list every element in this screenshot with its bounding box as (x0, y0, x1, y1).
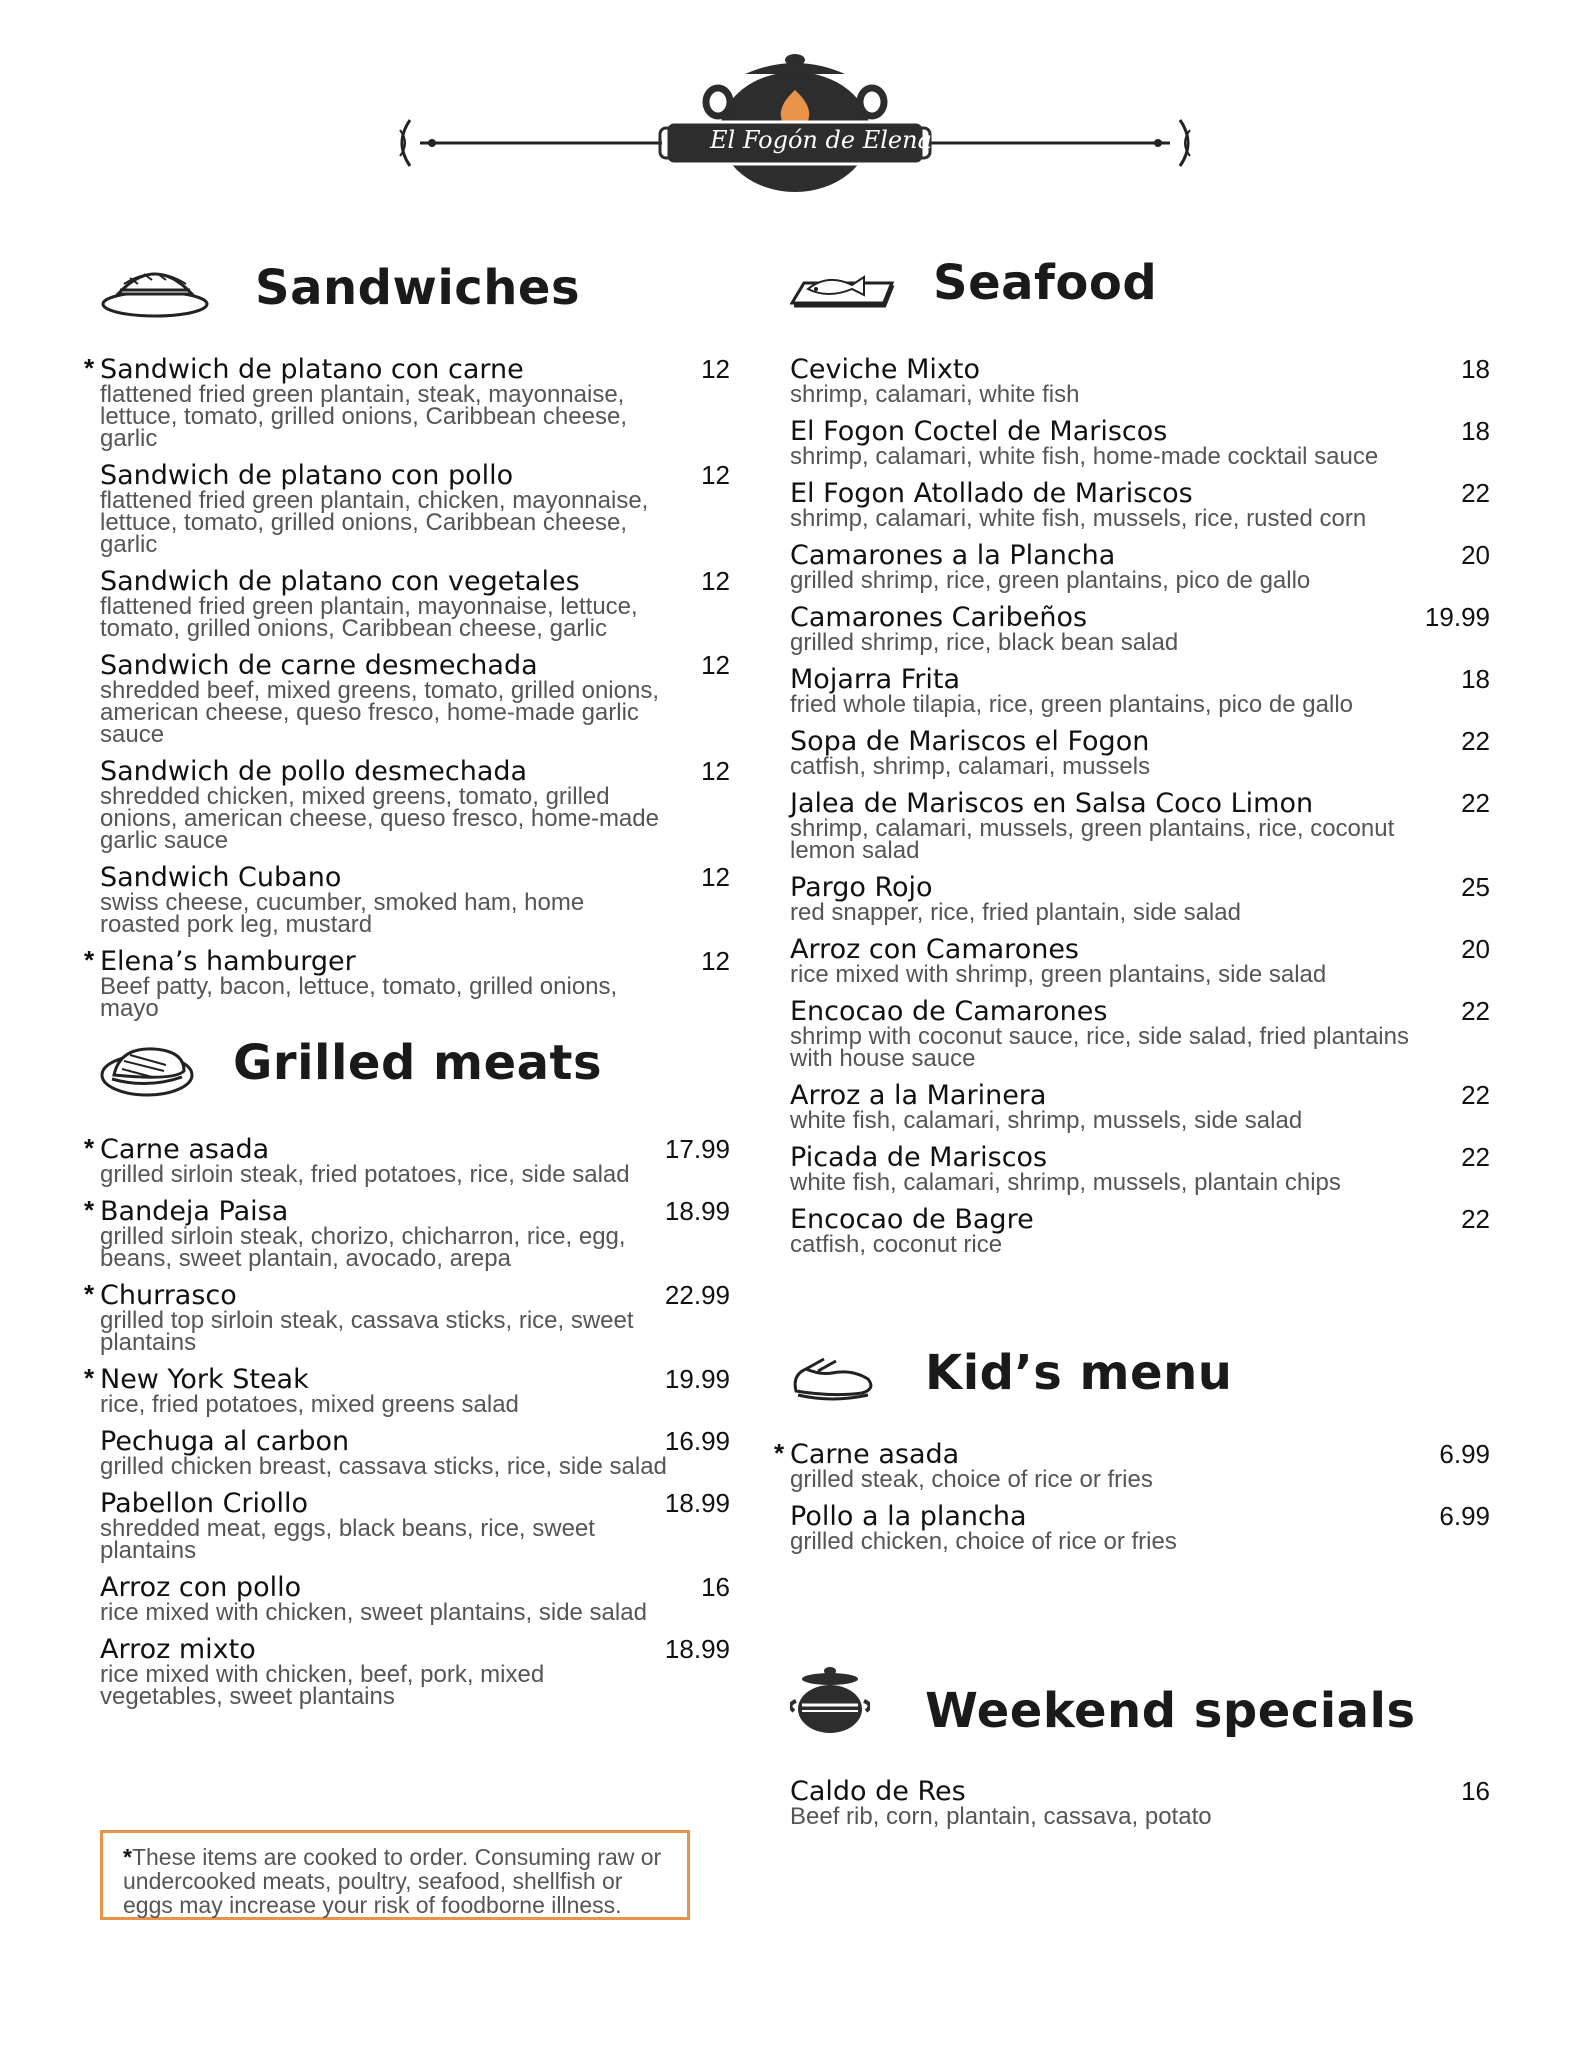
menu-item (790, 1777, 1490, 1828)
item-price: 25 (1461, 872, 1490, 902)
item-name: Arroz con pollo (100, 1572, 302, 1603)
item-price: 18 (1461, 664, 1490, 694)
cooked-to-order-star: * (84, 353, 95, 383)
item-name: Pollo a la plancha (790, 1501, 1027, 1532)
menu-item (790, 541, 1490, 592)
item-description: flattened fried green plantain, mayonnaise, lettuce, tomato, grilled onions, Caribbean cheese, garlic (100, 593, 638, 642)
menu-item (100, 1635, 730, 1708)
item-price: 19.99 (1424, 602, 1490, 632)
menu-item (84, 1279, 730, 1356)
item-price: 12 (701, 566, 730, 596)
item-price: 18.99 (664, 1488, 730, 1518)
section-header (100, 260, 730, 360)
item-description: catfish, coconut rice (790, 1231, 1003, 1258)
menu-item (790, 665, 1490, 716)
menu-item (84, 353, 730, 452)
item-price: 16 (701, 1572, 730, 1602)
item-name: Arroz a la Marinera (790, 1080, 1047, 1111)
section-seafood (790, 255, 1490, 1258)
item-name: El Fogon Atollado de Mariscos (790, 478, 1193, 509)
menu-item (790, 789, 1490, 862)
item-price: 6.99 (1439, 1501, 1490, 1531)
menu-item (100, 757, 730, 852)
menu-item (100, 863, 730, 936)
cooked-to-order-star: * (84, 1279, 95, 1309)
brand-name: El Fogón de Elena (710, 126, 932, 154)
cooking-pot-icon (790, 1665, 870, 1740)
item-name: Carne asada (100, 1134, 270, 1165)
menu-item (790, 417, 1490, 468)
item-price: 20 (1461, 540, 1490, 570)
item-name: Encocao de Camarones (790, 996, 1108, 1027)
item-description: grilled steak, choice of rice or fries (790, 1466, 1153, 1493)
cooked-to-order-star: * (84, 1133, 95, 1163)
item-name: Elena’s hamburger (100, 946, 356, 977)
menu-item (790, 1205, 1490, 1256)
pot-logo-icon (380, 40, 1210, 200)
menu-list (790, 1777, 1490, 1839)
disclaimer-text: These items are cooked to order. Consuming raw or undercooked meats, poultry, seafood, shellfish or eggs may increase your risk of foodborne illness. (123, 1844, 662, 1918)
menu-item (790, 873, 1490, 924)
item-description: shrimp, calamari, white fish (790, 381, 1080, 408)
item-description: grilled sirloin steak, chorizo, chicharron, rice, egg, beans, sweet plantain, avocado, arepa (100, 1223, 626, 1272)
item-name: Jalea de Mariscos en Salsa Coco Limon (790, 788, 1314, 819)
item-description: shredded beef, mixed greens, tomato, grilled onions, american cheese, queso fresco, home-made garlic sauce (100, 677, 659, 748)
item-name: Camarones a la Plancha (790, 540, 1116, 571)
menu-list (84, 353, 730, 1031)
item-price: 22 (1461, 996, 1490, 1026)
section-kids-menu (774, 1345, 1490, 1555)
item-description: white fish, calamari, shrimp, mussels, side salad (790, 1107, 1303, 1134)
item-name: Mojarra Frita (790, 664, 961, 695)
item-description: grilled chicken, choice of rice or fries (790, 1528, 1177, 1555)
item-description: rice mixed with shrimp, green plantains, side salad (790, 961, 1327, 988)
item-name: Sandwich de platano con pollo (100, 460, 514, 491)
item-name: Caldo de Res (790, 1776, 966, 1807)
menu-item (790, 935, 1490, 986)
item-description: white fish, calamari, shrimp, mussels, plantain chips (790, 1169, 1341, 1196)
menu-item (84, 1195, 730, 1272)
sandwich-icon (100, 260, 210, 320)
item-name: Sandwich de platano con carne (100, 354, 524, 385)
item-description: flattened fried green plantain, chicken, mayonnaise, lettuce, tomato, grilled onions, Caribbean cheese, garlic (100, 487, 649, 558)
item-description: flattened fried green plantain, steak, mayonnaise, lettuce, tomato, grilled onions, Caribbean cheese, garlic (100, 381, 627, 452)
menu-list (790, 355, 1490, 1267)
item-description: grilled top sirloin steak, cassava sticks, rice, sweet plantains (100, 1307, 634, 1356)
menu-item (100, 1427, 730, 1478)
cooked-to-order-star: * (84, 1195, 95, 1225)
section-title: Grilled meats (233, 1035, 603, 1091)
item-name: Camarones Caribeños (790, 602, 1088, 633)
item-name: Pechuga al carbon (100, 1426, 350, 1457)
item-description: swiss cheese, cucumber, smoked ham, home roasted pork leg, mustard (100, 889, 585, 938)
item-name: Churrasco (100, 1280, 237, 1311)
item-name: Ceviche Mixto (790, 354, 980, 385)
allergy-disclaimer (100, 1830, 690, 1920)
item-price: 22 (1461, 478, 1490, 508)
menu-item (100, 1573, 730, 1624)
item-description: Beef rib, corn, plantain, cassava, potato (790, 1803, 1212, 1830)
menu-item (790, 603, 1490, 654)
grilled-meat-icon (100, 1039, 195, 1099)
item-price: 18.99 (664, 1196, 730, 1226)
menu-item (774, 1438, 1490, 1493)
item-name: Sandwich Cubano (100, 862, 342, 893)
item-description: Beef patty, bacon, lettuce, tomato, grilled onions, mayo (100, 973, 618, 1022)
item-name: Arroz con Camarones (790, 934, 1079, 965)
item-price: 22 (1461, 1204, 1490, 1234)
restaurant-logo (380, 40, 1210, 200)
menu-item (790, 1143, 1490, 1194)
item-price: 19.99 (664, 1364, 730, 1394)
section-title: Kid’s menu (925, 1345, 1233, 1401)
item-description: shredded chicken, mixed greens, tomato, grilled onions, american cheese, queso fresco, home-made garlic sauce (100, 783, 659, 854)
section-weekend-specials (790, 1665, 1490, 1830)
item-price: 16.99 (664, 1426, 730, 1456)
cooked-to-order-star: * (84, 945, 95, 975)
section-header (790, 1665, 1490, 1765)
section-title: Sandwiches (255, 260, 581, 316)
item-name: New York Steak (100, 1364, 309, 1395)
item-price: 18.99 (664, 1634, 730, 1664)
item-name: Pabellon Criollo (100, 1488, 309, 1519)
item-name: Carne asada (790, 1439, 960, 1470)
item-price: 6.99 (1439, 1439, 1490, 1469)
item-description: grilled chicken breast, cassava sticks, rice, side salad (100, 1453, 667, 1480)
item-price: 22 (1461, 1080, 1490, 1110)
menu-item (100, 567, 730, 640)
baby-shoe-icon (790, 1355, 875, 1405)
item-price: 22 (1461, 726, 1490, 756)
item-name: Bandeja Paisa (100, 1196, 289, 1227)
menu-item (100, 651, 730, 746)
item-description: shrimp, calamari, white fish, home-made cocktail sauce (790, 443, 1379, 470)
section-header (100, 1035, 730, 1135)
menu-item (100, 1489, 730, 1562)
item-description: grilled shrimp, rice, green plantains, pico de gallo (790, 567, 1311, 594)
item-price: 22 (1461, 788, 1490, 818)
menu-item (790, 479, 1490, 530)
item-price: 16 (1461, 1776, 1490, 1806)
item-price: 17.99 (664, 1134, 730, 1164)
item-name: Sandwich de platano con vegetales (100, 566, 580, 597)
item-price: 18 (1461, 354, 1490, 384)
section-grilled-meats (84, 1035, 730, 1710)
item-description: catfish, shrimp, calamari, mussels (790, 753, 1151, 780)
item-price: 12 (701, 460, 730, 490)
menu-item (790, 727, 1490, 778)
menu-item (100, 461, 730, 556)
menu-item (790, 355, 1490, 406)
item-name: Sandwich de carne desmechada (100, 650, 538, 681)
cooked-to-order-star: * (84, 1363, 95, 1393)
item-name: El Fogon Coctel de Mariscos (790, 416, 1168, 447)
cooked-to-order-star: * (774, 1438, 785, 1468)
section-title: Seafood (933, 255, 1158, 311)
item-description: shrimp with coconut sauce, rice, side salad, fried plantains with house sauce (790, 1023, 1409, 1072)
disclaimer-star: * (123, 1844, 132, 1870)
menu-list (774, 1438, 1490, 1564)
item-description: grilled shrimp, rice, black bean salad (790, 629, 1179, 656)
item-description: rice mixed with chicken, sweet plantains, side salad (100, 1599, 647, 1626)
menu-list (84, 1133, 730, 1719)
menu-item (84, 1363, 730, 1418)
section-sandwiches (84, 260, 730, 1022)
item-description: fried whole tilapia, rice, green plantains, pico de gallo (790, 691, 1354, 718)
item-price: 12 (701, 650, 730, 680)
item-name: Encocao de Bagre (790, 1204, 1034, 1235)
item-price: 12 (701, 756, 730, 786)
item-description: grilled sirloin steak, fried potatoes, rice, side salad (100, 1161, 630, 1188)
item-description: shrimp, calamari, white fish, mussels, rice, rusted corn (790, 505, 1367, 532)
item-price: 22.99 (664, 1280, 730, 1310)
item-name: Sopa de Mariscos el Fogon (790, 726, 1150, 757)
item-price: 20 (1461, 934, 1490, 964)
section-header (790, 255, 1490, 355)
item-price: 12 (701, 354, 730, 384)
item-description: shrimp, calamari, mussels, green plantains, rice, coconut lemon salad (790, 815, 1395, 864)
item-price: 18 (1461, 416, 1490, 446)
item-description: shredded meat, eggs, black beans, rice, sweet plantains (100, 1515, 595, 1564)
menu-item (790, 997, 1490, 1070)
fish-plate-icon (790, 267, 895, 312)
item-name: Sandwich de pollo desmechada (100, 756, 528, 787)
menu-item (790, 1081, 1490, 1132)
item-price: 12 (701, 862, 730, 892)
item-description: rice mixed with chicken, beef, pork, mixed vegetables, sweet plantains (100, 1661, 545, 1710)
item-name: Pargo Rojo (790, 872, 933, 903)
menu-item (84, 1133, 730, 1188)
menu-item (790, 1502, 1490, 1553)
section-title: Weekend specials (925, 1683, 1416, 1739)
item-name: Arroz mixto (100, 1634, 256, 1665)
item-price: 22 (1461, 1142, 1490, 1172)
item-description: red snapper, rice, fried plantain, side salad (790, 899, 1241, 926)
item-price: 12 (701, 946, 730, 976)
section-header (790, 1345, 1490, 1445)
menu-item (84, 945, 730, 1022)
item-description: rice, fried potatoes, mixed greens salad (100, 1391, 519, 1418)
item-name: Picada de Mariscos (790, 1142, 1048, 1173)
